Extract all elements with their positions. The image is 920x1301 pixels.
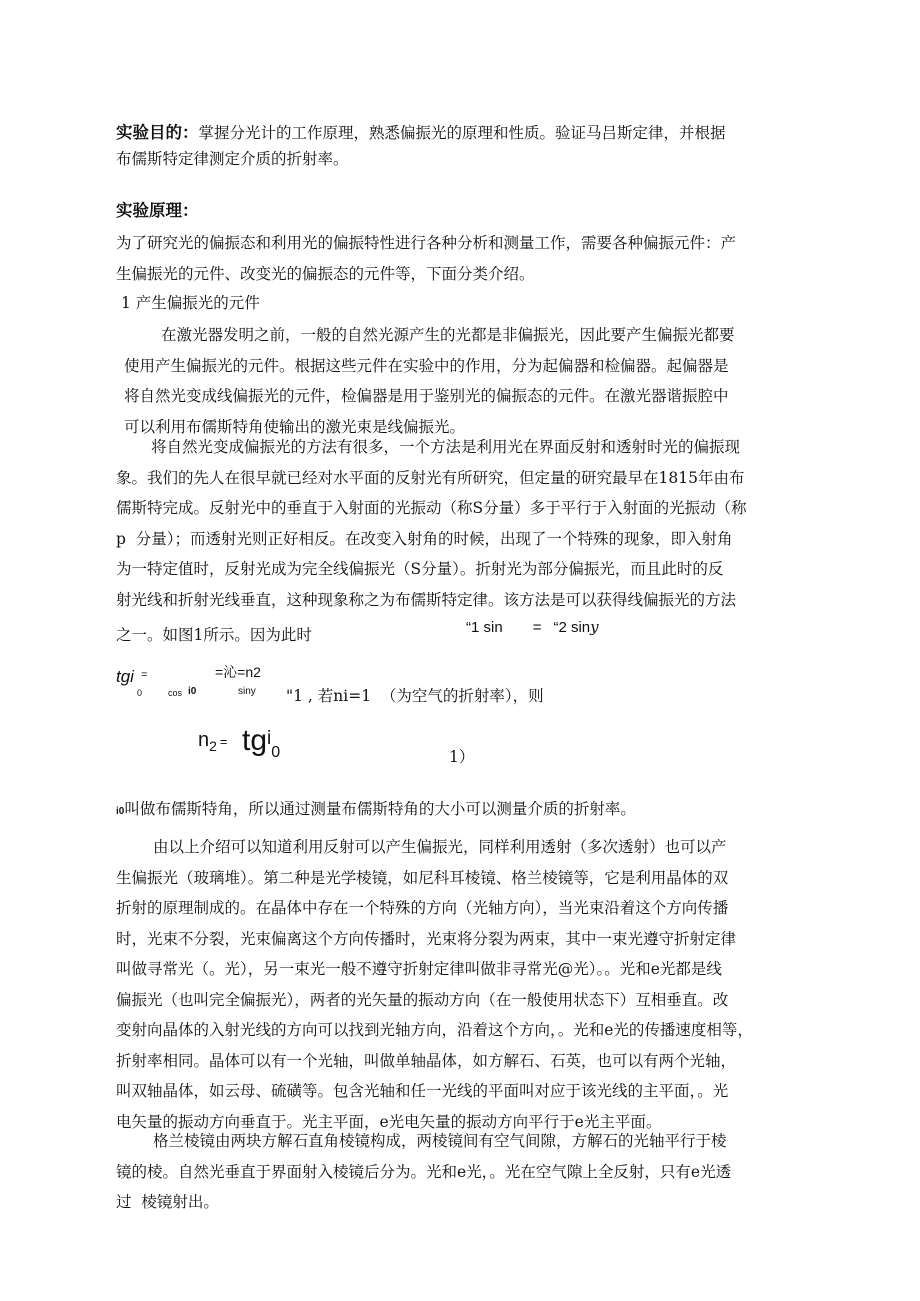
- siny-label: siny: [238, 686, 256, 697]
- i-subscript: 0: [271, 744, 281, 761]
- snell-right: “2 sin: [553, 619, 591, 636]
- condition-text: "1 , 若ni=1 （为空气的折射率），则: [286, 687, 544, 705]
- tgi-equals: =: [141, 669, 148, 681]
- purpose-heading-colon: ：: [182, 123, 199, 142]
- principle-intro: 为了研究光的偏振态和利用光的偏振特性进行各种分析和测量工作，需要各种偏振元件：产 生偏振光的元件、改变光的偏振态的元件等，下面分类介绍。: [116, 234, 737, 283]
- snell-equation: [466, 612, 599, 644]
- equation-number: 1）: [449, 748, 475, 766]
- brewster-line: [116, 794, 636, 828]
- paragraph-3: 由以上介绍可以知道利用反射可以产生偏振光，同样利用透射（多次透射）也可以产 生偏振光（玻璃堆）。第二种是光学棱镜，如尼科耳棱镜、格兰棱镜等，它是利用晶体的双 折射的原理制成的。在晶体中存在一个特殊的方向（光轴方向），当光束沿着这个方向传播 时，光束不分裂，光束偏离这个方向传播时，光束将分裂为两束，其中一束光遵守折射定律 叫做寻常光（。光），另一束光一般不遵守折射定律叫做非寻常光@光）。。光和e光都是线 偏振光（也叫完全偏振光），两者的光矢量的振动方向（在一般使用状态下）互相垂直。改 变射向晶体的入射光线的方向可以找到光轴方向，沿着这个方向，。光和e光的传播速度相等， 折射率相同。晶体可以有一个光轴，叫做单轴晶体，如方解石、石英，也可以有两个光轴， 叫双轴晶体，如云母、硫磺等。包含光轴和任一光线的平面叫对应于该光线的主平面，。光 电矢量的振动方向垂直于。光主平面，e光电矢量的振动方向平行于e光主平面。: [116, 838, 753, 1131]
- brewster-text: 叫做布儒斯特角，所以通过测量布儒斯特角的大小可以测量介质的折射率。: [124, 800, 636, 818]
- paragraph-1: 在激光器发明之前，一般的自然光源产生的光都是非偏振光，因此要产生偏振光都要 使用产生偏振光的元件。根据这些元件在实验中的作用，分为起偏器和检偏器。起偏器是 将自然光变成线偏振光的元件，检偏器是用于鉴别光的偏振态的元件。在激光器谐振腔中 可以利用布儒斯特角使输出的激光束是线偏振光。: [124, 326, 735, 436]
- paragraph-2-end: 之一。如图1所示。因为此时: [116, 626, 312, 644]
- tg-i0: [242, 718, 280, 774]
- tgi-symbol: tgi: [116, 667, 134, 686]
- brewster-i0: i0: [116, 806, 125, 817]
- fraction-top: =沁=n2: [215, 664, 261, 680]
- n2-equation: [198, 722, 228, 764]
- purpose-text-1: 掌握分光计的工作原理，熟悉偏振光的原理和性质。验证马吕斯定律，并根据: [198, 124, 726, 142]
- n2-equals: =: [219, 734, 228, 749]
- tg-symbol: tg: [242, 724, 268, 757]
- purpose-heading: 实验目的: [116, 123, 182, 142]
- paragraph-4: 格兰棱镜由两块方解石直角棱镜构成，两棱镜间有空气间隙，方解石的光轴平行于棱 镜的棱。自然光垂直于界面射入棱镜后分为。光和e光，。光在空气隙上全反射，只有e光透 过 棱镜射出。: [116, 1132, 732, 1211]
- cos-label: cos: [168, 688, 183, 698]
- i-symbol: i: [267, 728, 272, 749]
- tgi-subscript: 0: [137, 688, 143, 698]
- n2-symbol: n: [198, 729, 210, 751]
- principle-heading: 实验原理：: [116, 201, 199, 220]
- section-1-title: 1 产生偏振光的元件: [121, 294, 260, 312]
- snell-equals: =: [532, 619, 542, 636]
- n2-subscript: 2: [209, 738, 217, 754]
- snell-y: y: [590, 618, 599, 636]
- paragraph-2: 将自然光变成偏振光的方法有很多，一个方法是利用光在界面反射和透射时光的偏振现 象。我们的先人在很早就已经对水平面的反射光有所研究，但定量的研究最早在1815年由布 儒斯特完成。反射光中的垂直于入射面的光振动（称S分量）多于平行于入射面的光振动（称 p 分量）；而透射光则正好相反。在改变入射角的时候，出现了一个特殊的现象，即入射角 为一特定值时，反射光成为完全线偏振光（S分量）。折射光为部分偏振光，而且此时的反 射光线和折射光线垂直，这种现象称之为布儒斯特定律。该方法是可以获得线偏振光的方法: [116, 438, 747, 609]
- cos-i0: i0: [188, 686, 197, 697]
- snell-left: “1 sin: [466, 619, 503, 636]
- purpose-line-2: 布儒斯特定律测定介质的折射率。: [116, 150, 349, 168]
